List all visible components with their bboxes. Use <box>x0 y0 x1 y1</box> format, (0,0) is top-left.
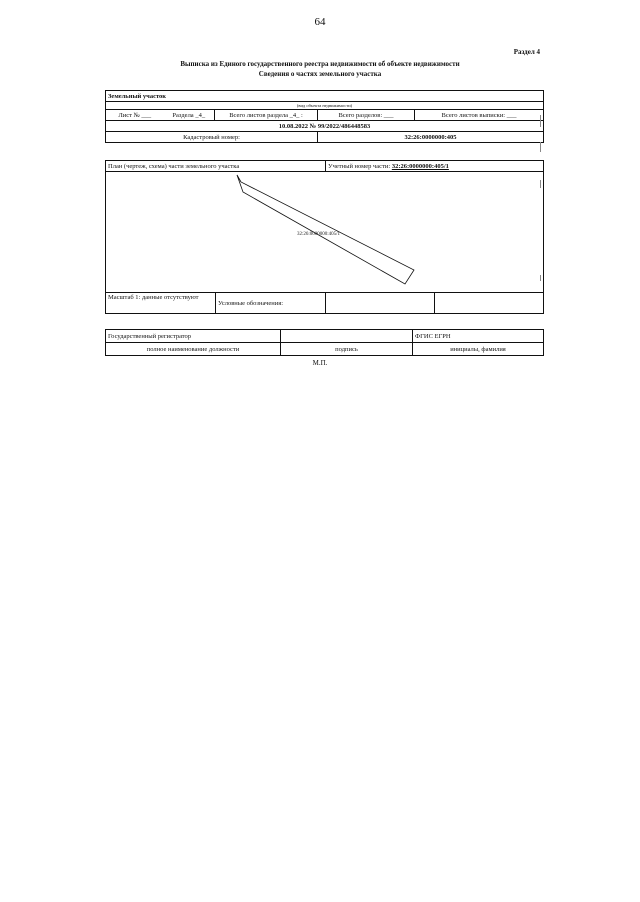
initials-caption: инициалы, фамилия <box>413 343 544 356</box>
signature-table <box>105 329 544 356</box>
object-type: Земельный участок <box>106 91 544 102</box>
page-number: 64 <box>314 16 326 28</box>
document-subtitle: Сведения о частях земельного участка <box>258 70 382 78</box>
plan-part-label: 32:26:0000000:405/1 <box>297 232 341 237</box>
cadastral-label: Кадастровый номер: <box>106 132 318 143</box>
registrar-org: ФГИС ЕГРН <box>413 330 544 343</box>
signature-cell <box>281 330 413 343</box>
legend-label: Условные обозначения: <box>216 293 326 314</box>
plan-drawing-area <box>106 172 544 293</box>
document-title: Выписка из Единого государственного реестра недвижимости об объекте недвижимости <box>180 60 460 68</box>
sheets-in-section: Всего листов раздела _4_ : <box>215 110 318 121</box>
sheet-number: Лист № ___ <box>106 110 164 121</box>
cadastral-value: 32:26:0000000:405 <box>318 132 544 143</box>
stamp-label: М.П. <box>312 359 328 367</box>
scan-mark <box>540 142 541 152</box>
scan-mark <box>540 115 541 127</box>
scan-mark <box>540 180 541 188</box>
signature-caption: подпись <box>281 343 413 356</box>
position-caption: полное наименование должности <box>106 343 281 356</box>
registrar-label: Государственный регистратор <box>106 330 281 343</box>
section-number: Раздела _4_ <box>164 110 215 121</box>
parcel-shape <box>237 175 414 284</box>
account-cell <box>326 161 544 172</box>
date-and-number: 10.08.2022 № 99/2022/486448583 <box>106 121 544 132</box>
legend-cell-2 <box>435 293 544 314</box>
header-table <box>105 90 544 143</box>
scan-mark <box>540 275 541 281</box>
sections-total: Всего разделов: ___ <box>318 110 415 121</box>
account-label: Учетный номер части: <box>328 162 391 170</box>
object-type-caption: (вид объекта недвижимости) <box>106 102 544 110</box>
plan-label: План (чертеж, схема) части земельного участка <box>106 161 326 172</box>
scale-label: Масштаб 1: данные отсутствуют <box>106 293 216 314</box>
plan-table <box>105 160 544 314</box>
legend-cell-1 <box>326 293 435 314</box>
sheets-total: Всего листов выписки: ___ <box>415 110 544 121</box>
account-value: 32:26:0000000:405/1 <box>391 162 449 170</box>
section-label: Раздел 4 <box>513 48 540 56</box>
